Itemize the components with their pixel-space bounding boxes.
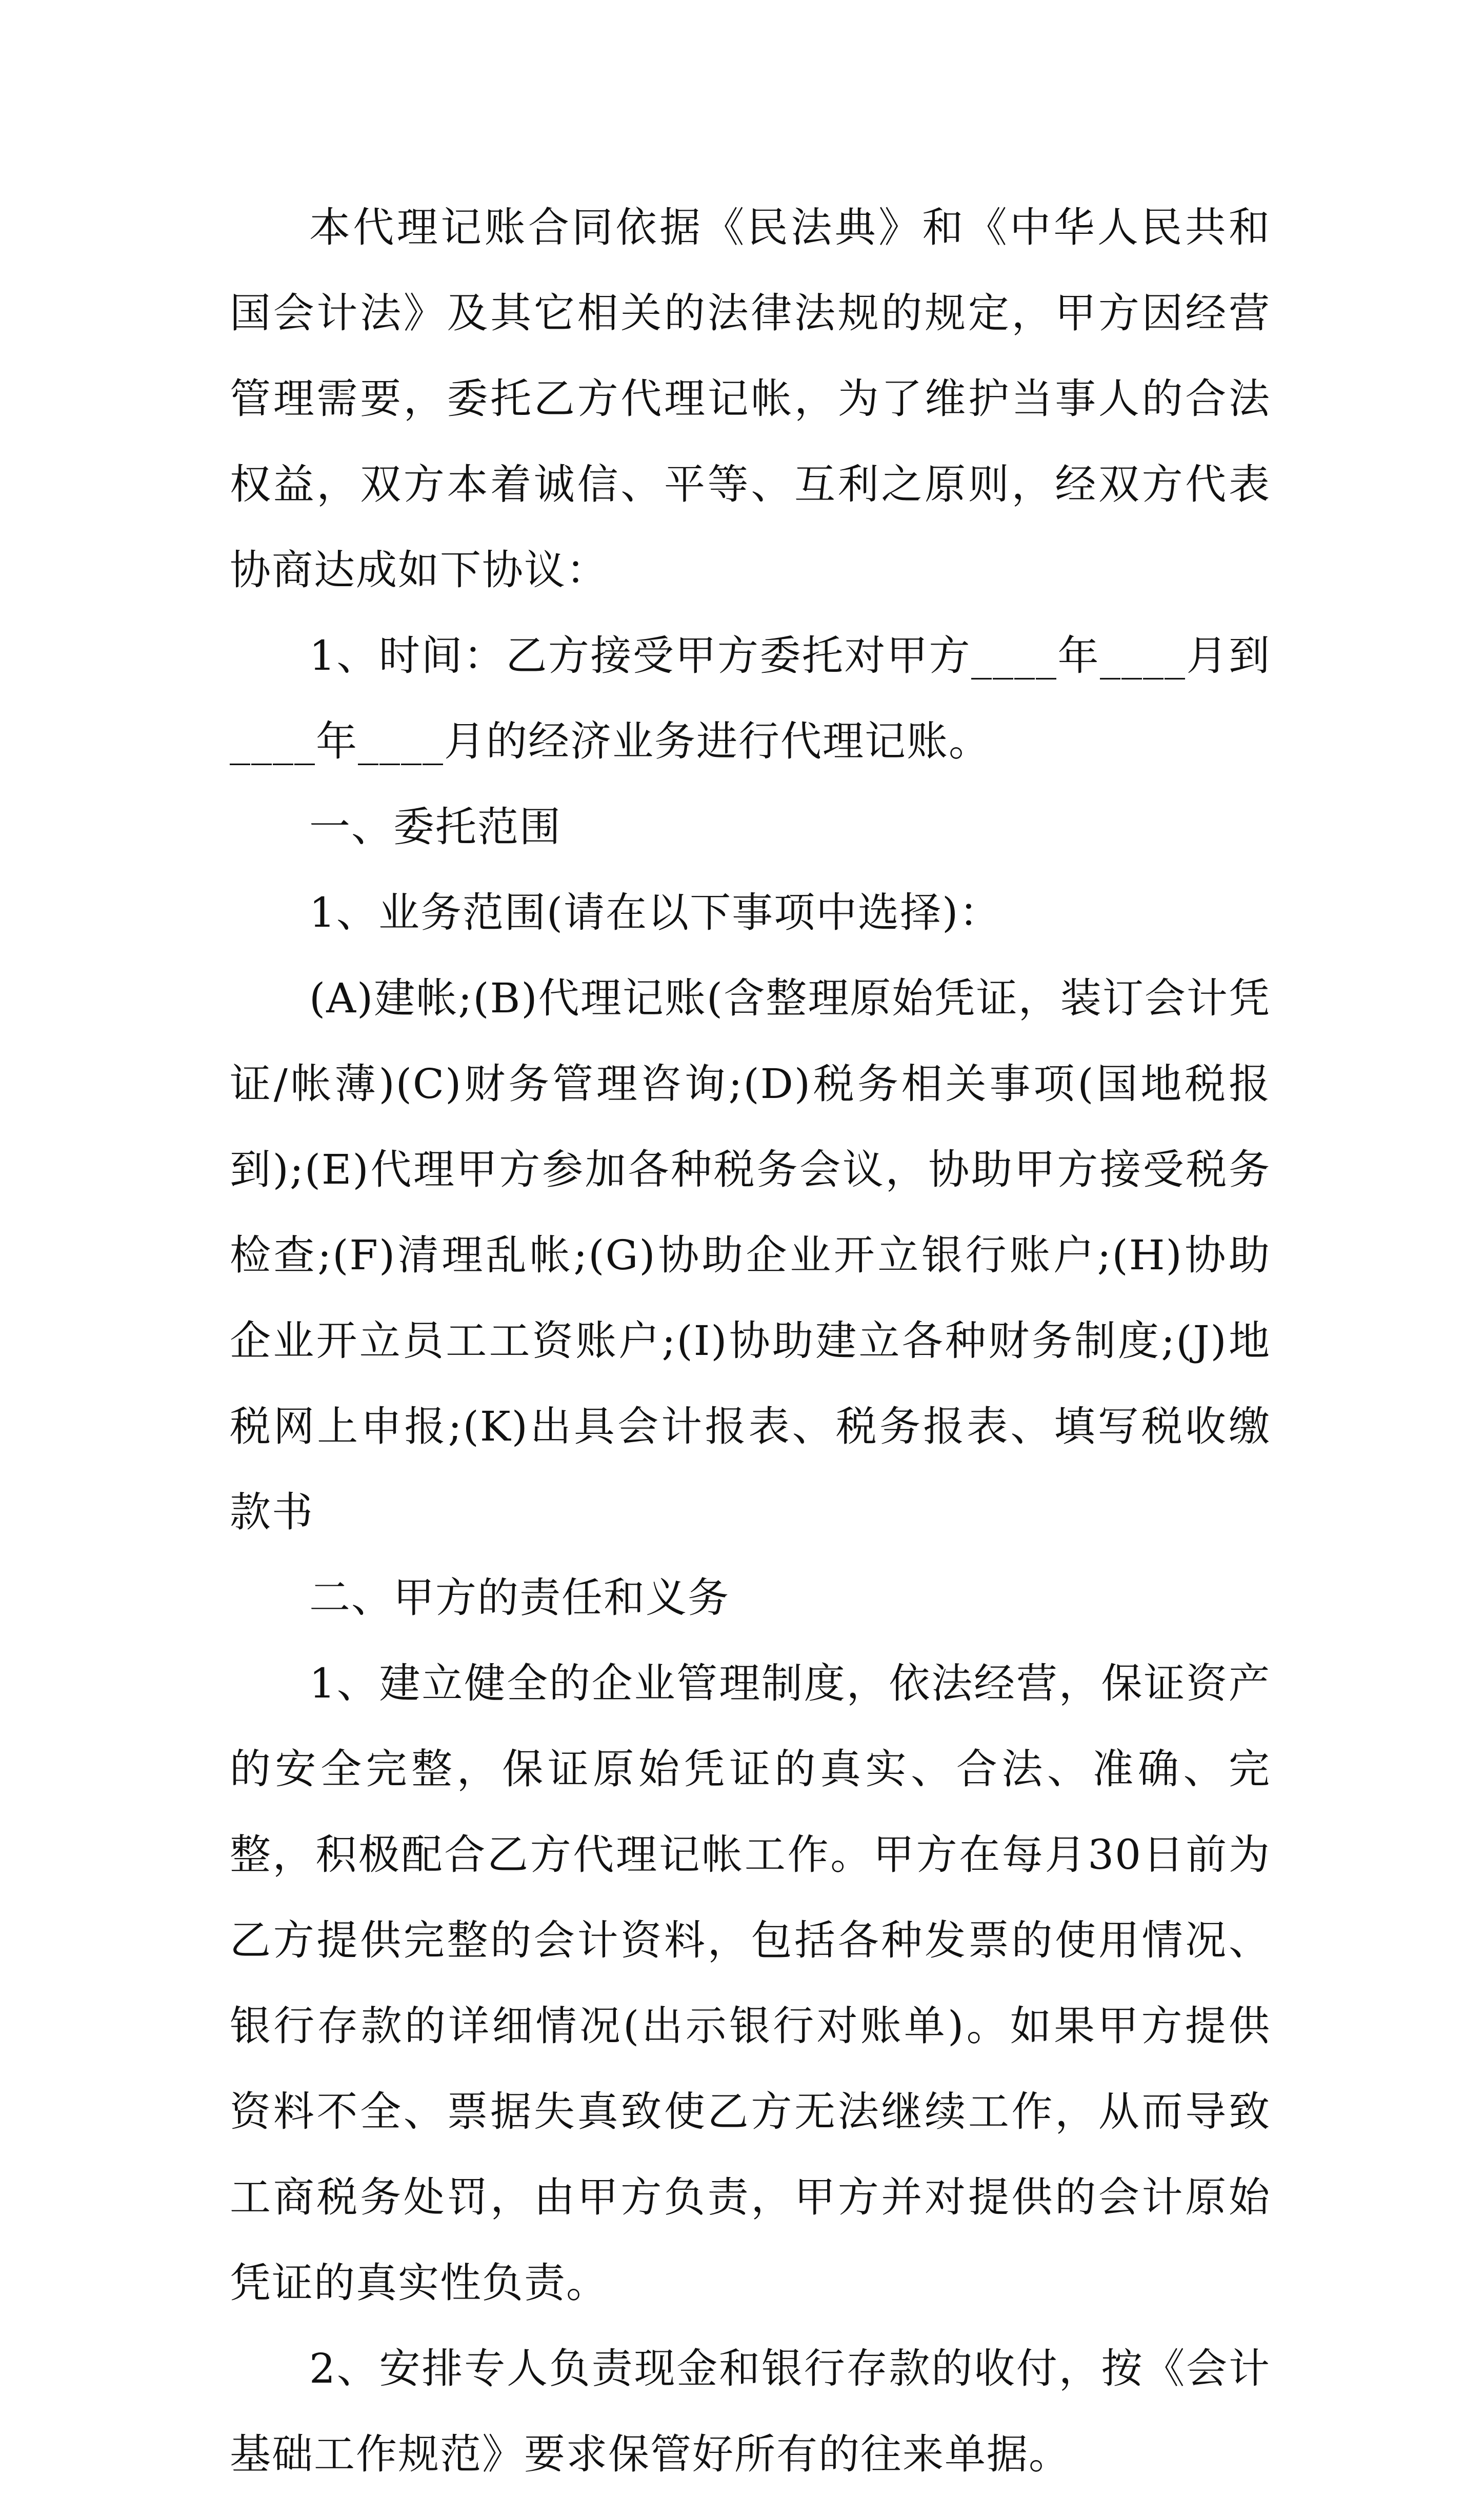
section-heading-party-a-duties: 二、甲方的责任和义务	[309, 1574, 730, 1622]
paragraph-duty-2: 2、安排专人负责现金和银行存款的收付，按《会计基础工作规范》要求保管好所有的往来单据。	[230, 2345, 1271, 2478]
section-heading-scope: 一、委托范围	[309, 803, 561, 851]
paragraph-time-clause: 1、时间：乙方接受甲方委托对甲方____年____月到____年____月的经济业务进行代理记账。	[230, 632, 1271, 765]
paragraph-preamble: 本代理记账合同依据《民法典》和《中华人民共和国会计法》及其它相关的法律法规的规定，甲方因经营管理需要，委托乙方代理记帐，为了维护当事人的合法权益，双方本着诚信、平等、互利之原则，经双方代表协商达成如下协议：	[230, 204, 1271, 594]
paragraph-scope-options: (A)建帐;(B)代理记账(含整理原始凭证，装订会计凭证/帐薄)(C)财务管理咨询;(D)税务相关事项(国地税报到);(E)代理甲方参加各种税务会议，协助甲方接受税务检查;(F)清理乱帐;(G)协助企业开立银行账户;(H)协助企业开立员工工资账户;(I)协助建立各种财务制度;(J)地税网上申报;(K)出具会计报表、税务报表、填写税收缴款书	[230, 974, 1271, 1536]
document-body	[230, 185, 1271, 2497]
paragraph-business-scope: 1、业务范围(请在以下事项中选择)：	[309, 889, 1001, 936]
paragraph-duty-1: 1、建立健全的企业管理制度，依法经营，保证资产的安全完整，保证原始凭证的真实、合法、准确、完整，积极配合乙方代理记帐工作。甲方在每月30日前为乙方提供完整的会计资料，包括各种发票的使用情况、银行存款的详细情况(出示银行对账单)。如果甲方提供资料不全、票据失真致使乙方无法继续工作，从而导致工商税务处罚，由甲方负责，甲方并对提供的会计原始凭证的真实性负责。	[230, 1660, 1271, 2307]
